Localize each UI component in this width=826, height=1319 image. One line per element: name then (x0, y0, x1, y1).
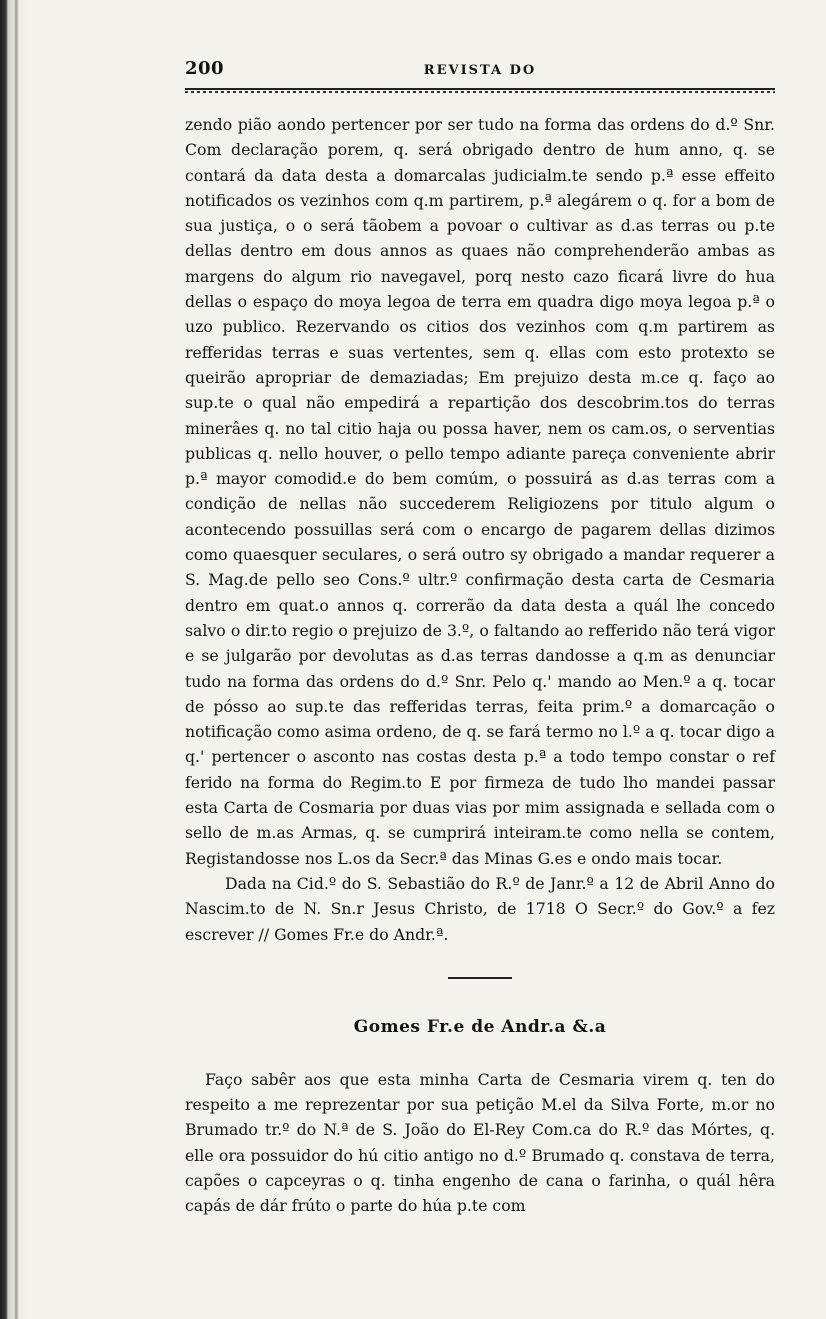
running-head (185, 56, 775, 88)
book-binding-shadow (0, 0, 30, 1319)
main-paragraph: zendo pião aondo pertencer por ser tudo na forma das ordens do d.º Snr. Com declaração porem, q. será obrigado dentro de hum anno, q. se contará da data desta a domarcalas judicialm.te sendo p.ª esse effeito notificados os vezinhos com q.m partirem, p.ª alegárem o q. for a bom de sua justiça, o o será tãobem a povoar o cultivar as d.as terras ou p.te dellas dentro em dous annos as quaes não comprehenderão ambas as margens do algum rio navegavel, porq nesto cazo ficará livre do hua dellas o espaço do moya legoa de terra em quadra digo moya legoa p.ª o uzo publico. Rezervando os citios dos vezinhos com q.m partirem as refferidas terras e suas vertentes, sem q. ellas com esto protexto se queirão apropriar de demaziadas; Em prejuizo desta m.ce q. faço ao sup.te o qual não empedirá a repartição dos descobrim.tos do terras minerâes q. no tal citio haja ou possa haver, nem os cam.os, o serventias publicas q. nello houver, o pello tempo adiante pareça conveniente abrir p.ª mayor comodid.e do bem comúm, o possuirá as d.as terras com a condição de nellas não succederem Religiozens por titulo algum o acontecendo possuillas será com o encargo de pagarem dellas dizimos como quaesquer seculares, o será outro sy obrigado a mandar requerer a S. Mag.de pello seo Cons.º ultr.º confirmação desta carta de Cesmaria dentro em quat.o annos q. correrão da data desta a quál lhe concedo salvo o dir.to regio o prejuizo de 3.º, o faltando ao refferido não terá vigor e se julgarão por devolutas as d.as terras dandosse a q.m as denunciar tudo na forma das ordens do d.º Snr. Pelo q.' mando ao Men.º a q. tocar de pósso ao sup.te das refferidas terras, feita prim.º a domarcação o notificação como asima ordeno, de q. se fará termo no l.º a q. tocar digo a q.' pertencer o asconto nas costas desta p.ª a todo tempo constar o ref ferido na forma do Regim.to E por firmeza de tudo lho mandei passar esta Carta de Cosmaria por duas vias por mim assignada e sellada com o sello de m.as Armas, q. se cumprirá inteiram.te como nella se contem, Registandosse nos L.os da Secr.ª das Minas G.es e ondo mais tocar. (185, 115, 775, 868)
document-body (185, 112, 775, 947)
section-paragraph: Faço sabêr aos que esta minha Carta de Cesmaria virem q. ten do respeito a me reprezentar por sua petição M.el da Silva Forte, m.or no Brumado tr.º do N.ª de S. João do El-Rey Com.ca do R.º das Mórtes, q. elle ora possuidor do hú citio antigo no d.º Brumado q. constava de terra, capões o capceyras o q. tinha engenho de cana o farinha, o quál hêra capás de dár frúto o parte do húa p.te com (185, 1069, 775, 1216)
header-rule (185, 88, 775, 90)
page-number: 200 (185, 58, 225, 79)
section-separator (448, 977, 512, 979)
dateline-paragraph: Dada na Cid.º do S. Sebastião do R.º de Janr.º a 12 de Abril Anno do Nascim.to de N. Sn.r Jesus Christo, de 1718 O Secr.º do Gov.º a fez escrever // Gomes Fr.e do Andr.ª. (185, 873, 775, 944)
running-title: REVISTA DO (423, 63, 537, 78)
section-title: Gomes Fr.e de Andr.a &.a (353, 1016, 607, 1037)
document-page (185, 56, 775, 1219)
